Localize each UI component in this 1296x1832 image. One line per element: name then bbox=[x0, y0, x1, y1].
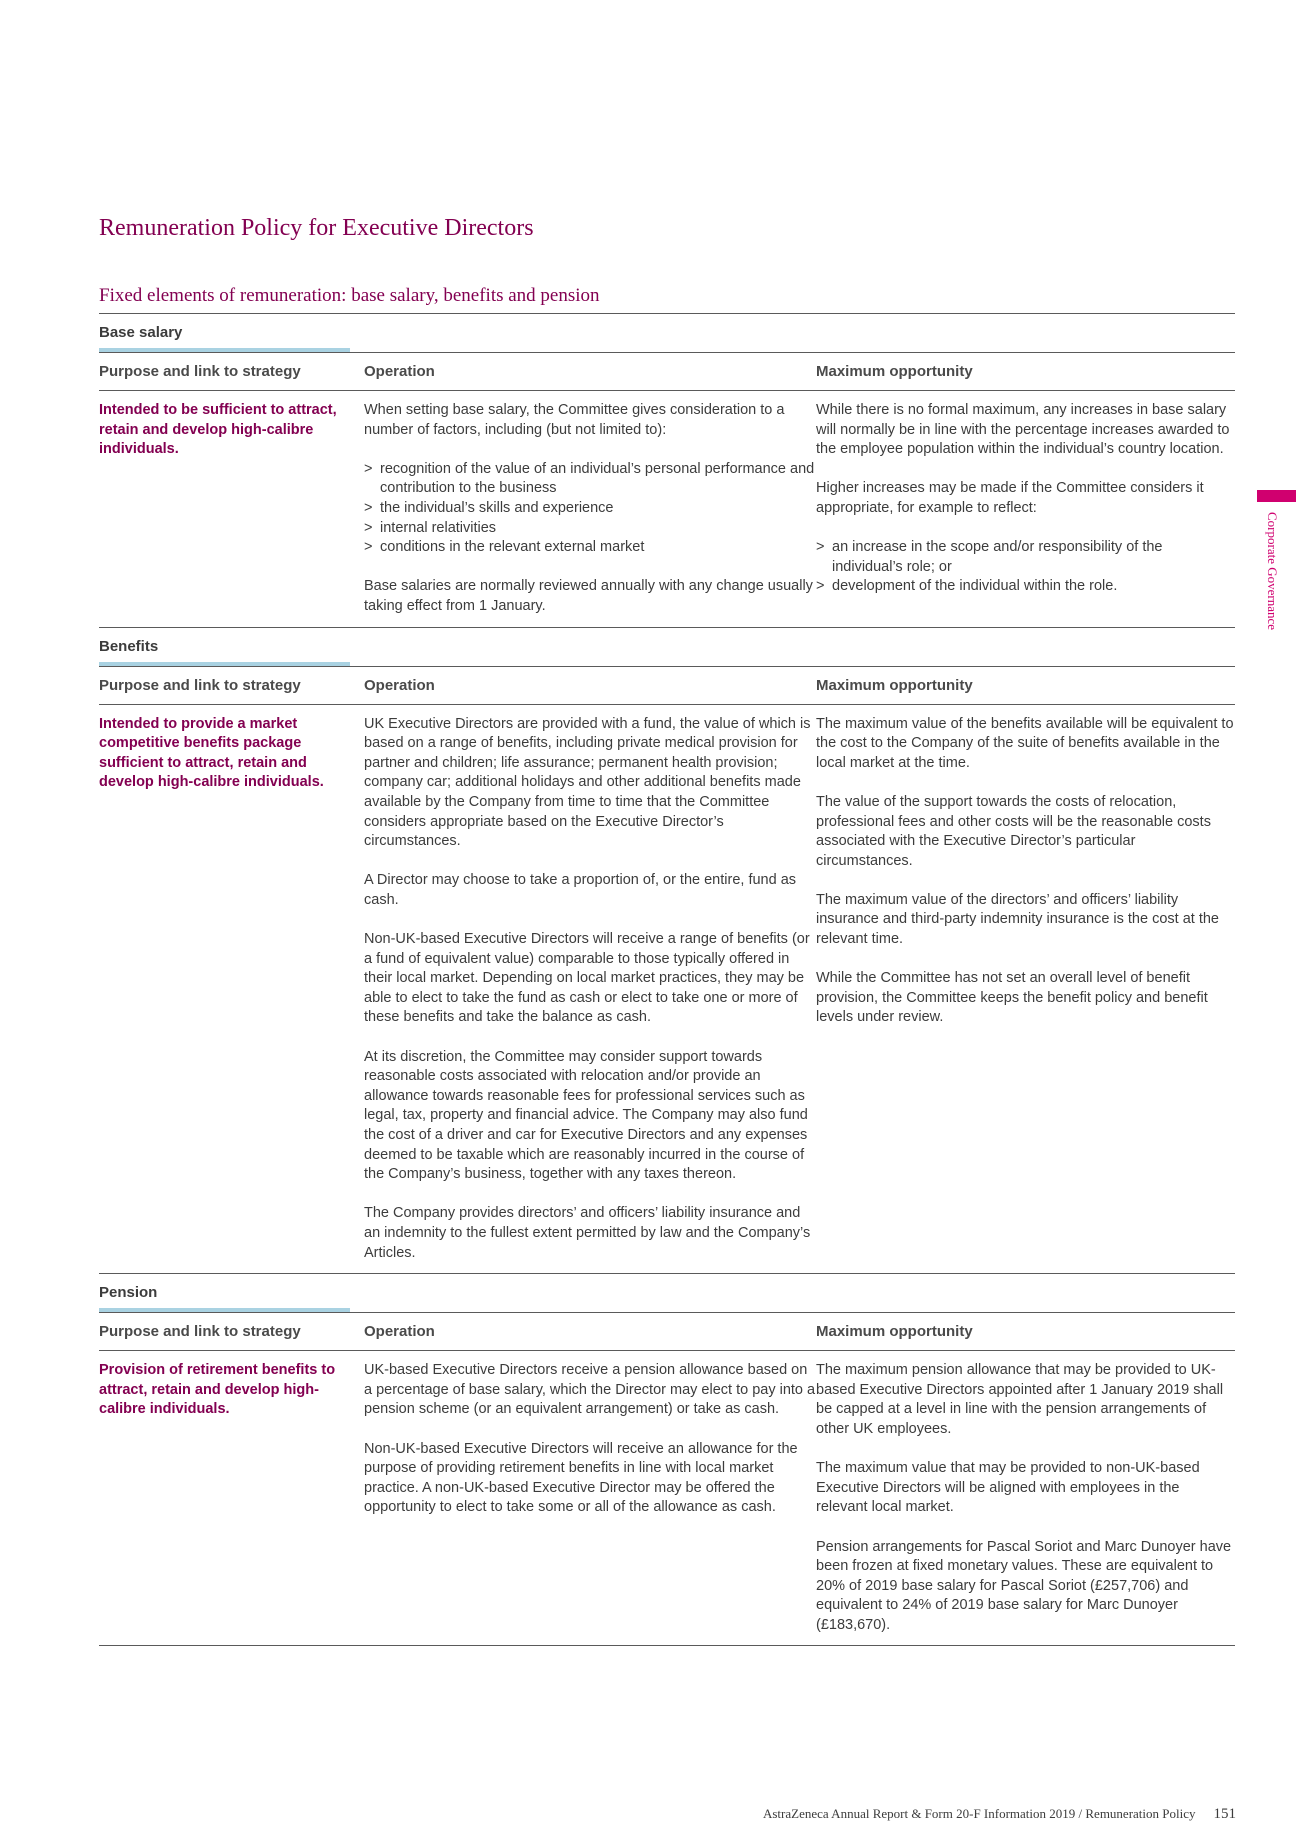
operation-header: Operation bbox=[364, 676, 435, 694]
benefits-block bbox=[99, 628, 1235, 1275]
operation-header: Operation bbox=[364, 363, 435, 380]
bullet-mark: > bbox=[364, 499, 373, 516]
paragraph: At its discretion, the Committee may consider support towards reasonable costs associated with relocation and/or provide an allowance towards reasonable fees for professional services such as legal, tax, property and financial advice. The Company may also fund the cost of a driver and car for Executive Directors and any expenses deemed to be taxable which are reasonably incurred in the course of the Company’s business, together with any taxes thereon. bbox=[364, 1048, 808, 1183]
list-item-text: recognition of the value of an individual’s personal performance and contribution to the business bbox=[380, 460, 815, 497]
list-item bbox=[364, 538, 816, 558]
column-header-row bbox=[99, 352, 1235, 391]
base-salary-purpose: Intended to be sufficient to attract, retain and develop high-calibre individuals. bbox=[99, 402, 337, 458]
paragraph: Higher increases may be made if the Committee considers it appropriate, for example to reflect: bbox=[816, 480, 1204, 516]
base-salary-block bbox=[99, 314, 1235, 628]
paragraph: UK-based Executive Directors receive a pension allowance based on a percentage of base salary, which the Director may elect to pay into a pension scheme (or an equivalent arrangement) or take as cash. bbox=[364, 1362, 816, 1418]
list-item-text: conditions in the relevant external market bbox=[380, 539, 645, 556]
footer-text: AstraZeneca Annual Report & Form 20-F Information 2019 / Remuneration Policy bbox=[762, 1806, 1196, 1821]
benefits-row bbox=[99, 705, 1235, 1274]
benefits-title-text: Benefits bbox=[99, 637, 159, 655]
section-title: Fixed elements of remuneration: base salary, benefits and pension bbox=[99, 285, 600, 306]
maximum-header: Maximum opportunity bbox=[816, 363, 973, 380]
paragraph: Non-UK-based Executive Directors will receive an allowance for the purpose of providing retirement benefits in line with local market practice. A non-UK-based Executive Director may be offered the opportunity to elect to take some or all of the allowance as cash. bbox=[364, 1440, 798, 1516]
paragraph: The maximum value of the directors’ and officers’ liability insurance and third-party indemnity insurance is the cost at the relevant time. bbox=[816, 891, 1219, 948]
list-item-text: internal relativities bbox=[380, 519, 497, 536]
bullet-list bbox=[816, 538, 1235, 597]
bullet-mark: > bbox=[364, 539, 373, 556]
bullet-list bbox=[364, 460, 816, 558]
paragraph: UK Executive Directors are provided with a fund, the value of which is based on a range of benefits, including private medical provision for partner and children; life assurance; permanent health provision; company car; additional holidays and other additional benefits made available by the Company from time to time that the Committee considers appropriate based on the Executive Director’s circumstances. bbox=[364, 715, 811, 850]
paragraph: The value of the support towards the costs of relocation, professional fees and other costs will be the reasonable costs associated with the Executive Director’s particular circumstances. bbox=[816, 793, 1211, 869]
base-salary-title-text: Base salary bbox=[99, 324, 183, 341]
paragraph: While the Committee has not set an overall level of benefit provision, the Committee keeps the benefit policy and benefit levels under review. bbox=[816, 970, 1208, 1026]
paragraph: When setting base salary, the Committee gives consideration to a number of factors, including (but not limited to): bbox=[364, 402, 785, 438]
title-accent-rule bbox=[99, 348, 350, 352]
purpose-header: Purpose and link to strategy bbox=[99, 363, 301, 380]
base-salary-operation bbox=[364, 401, 816, 617]
bullet-mark: > bbox=[816, 578, 825, 595]
bullet-mark: > bbox=[364, 460, 373, 477]
column-header-row bbox=[99, 1312, 1235, 1351]
pension-title-text: Pension bbox=[99, 1284, 158, 1302]
paragraph: The maximum value of the benefits available will be equivalent to the cost to the Company of the suite of benefits available in the local market at the time. bbox=[816, 715, 1234, 771]
list-item-text: the individual’s skills and experience bbox=[380, 499, 614, 516]
base-salary-maximum bbox=[816, 401, 1235, 617]
page-title: Remuneration Policy for Executive Directors bbox=[99, 215, 534, 241]
page-footer bbox=[600, 1806, 1236, 1823]
pension-block bbox=[99, 1274, 1235, 1646]
paragraph: The Company provides directors’ and officers’ liability insurance and an indemnity to the fullest extent permitted by law and the Company’s Articles. bbox=[364, 1205, 811, 1261]
list-item bbox=[816, 538, 1235, 577]
page-number: 151 bbox=[1213, 1806, 1236, 1822]
purpose-header: Purpose and link to strategy bbox=[99, 676, 301, 694]
remuneration-table bbox=[99, 313, 1235, 1646]
column-header-row bbox=[99, 666, 1235, 705]
list-item bbox=[364, 499, 816, 519]
benefits-maximum bbox=[816, 715, 1235, 1264]
section-tab-marker bbox=[1257, 490, 1296, 502]
base-salary-row bbox=[99, 391, 1235, 627]
benefits-purpose: Intended to provide a market competitive benefits package sufficient to attract, retain and develop high-calibre individuals. bbox=[99, 715, 324, 791]
maximum-header: Maximum opportunity bbox=[816, 1323, 973, 1341]
side-section-label: Corporate Governance bbox=[1265, 512, 1280, 631]
purpose-header: Purpose and link to strategy bbox=[99, 1323, 301, 1341]
list-item bbox=[816, 577, 1235, 597]
maximum-header: Maximum opportunity bbox=[816, 676, 973, 694]
bullet-mark: > bbox=[364, 519, 373, 536]
base-salary-title bbox=[99, 314, 1235, 352]
paragraph: While there is no formal maximum, any increases in base salary will normally be in line with the percentage increases awarded to the employee population within the individual’s country location. bbox=[816, 402, 1230, 458]
list-item-text: development of the individual within the role. bbox=[832, 578, 1118, 595]
paragraph: A Director may choose to take a proportion of, or the entire, fund as cash. bbox=[364, 872, 797, 908]
benefits-title bbox=[99, 628, 1235, 666]
paragraph: The maximum value that may be provided to non-UK-based Executive Directors will be aligned with employees in the relevant local market. bbox=[816, 1460, 1200, 1516]
title-accent-rule bbox=[99, 662, 350, 666]
pension-row bbox=[99, 1351, 1235, 1645]
title-accent-rule bbox=[99, 1308, 350, 1312]
list-item-text: an increase in the scope and/or responsibility of the individual’s role; or bbox=[832, 539, 1163, 575]
pension-maximum bbox=[816, 1361, 1235, 1635]
pension-title bbox=[99, 1274, 1235, 1312]
operation-header: Operation bbox=[364, 1323, 435, 1341]
pension-operation bbox=[364, 1361, 816, 1635]
paragraph: Non-UK-based Executive Directors will receive a range of benefits (or a fund of equivalent value) comparable to those typically offered in their local market. Depending on local market practices, they may be able to elect to take the fund as cash or elect to take one or more of these benefits and take the balance as cash. bbox=[364, 931, 810, 1026]
list-item bbox=[364, 519, 816, 539]
benefits-operation bbox=[364, 715, 816, 1264]
bullet-mark: > bbox=[816, 539, 825, 556]
paragraph: The maximum pension allowance that may be provided to UK-based Executive Directors appointed after 1 January 2019 shall be capped at a level in line with the pension arrangements of other UK employees. bbox=[816, 1362, 1224, 1437]
paragraph: Base salaries are normally reviewed annually with any change usually taking effect from 1 January. bbox=[364, 578, 813, 614]
list-item bbox=[364, 460, 816, 499]
pension-purpose: Provision of retirement benefits to attract, retain and develop high-calibre individuals. bbox=[99, 1362, 336, 1418]
paragraph: Pension arrangements for Pascal Soriot and Marc Dunoyer have been frozen at fixed monetary values. These are equivalent to 20% of 2019 base salary for Pascal Soriot (£257,706) and equivalent to 24% of 2019 base salary for Marc Dunoyer (£183,670). bbox=[816, 1538, 1232, 1633]
